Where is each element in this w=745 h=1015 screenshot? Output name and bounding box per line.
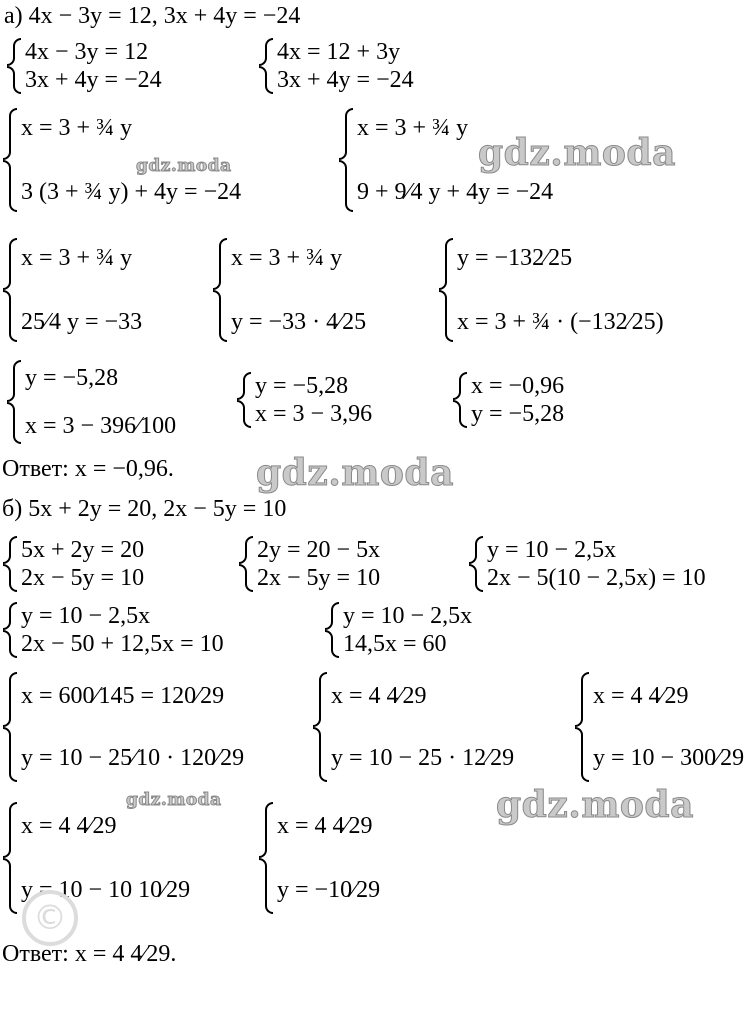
equation: 3x + 4y = −24 <box>277 67 414 93</box>
part-b-system-6 <box>2 672 244 782</box>
equation: x = 3 + ¾ y <box>231 245 343 271</box>
equation: 4x = 12 + 3y <box>277 39 401 65</box>
part-b-system-1 <box>2 536 144 592</box>
equation: x = 3 + ¾ · (−132⁄25) <box>457 309 664 335</box>
equation: x = 4 4⁄29 <box>593 683 689 709</box>
equation: 25⁄4 y = −33 <box>21 309 143 335</box>
equation: x = 4 4⁄29 <box>21 813 117 839</box>
equation: y = 10 − 2,5x <box>487 537 617 563</box>
equation: y = 10 − 300⁄29 <box>593 745 745 771</box>
part-a-system-1 <box>6 38 162 94</box>
part-b-system-4 <box>2 602 224 658</box>
watermark: gdz.moda <box>496 784 694 826</box>
equation: y = −5,28 <box>25 365 119 391</box>
part-a-system-6 <box>212 238 366 342</box>
equation: y = −10⁄29 <box>277 877 381 903</box>
watermark: gdz.moda <box>136 156 232 176</box>
equation: x = 3 − 396⁄100 <box>25 413 177 439</box>
equation: 4x − 3y = 12 <box>25 39 149 65</box>
part-a-system-2 <box>258 38 414 94</box>
equation: 2x − 5(10 − 2,5x) = 10 <box>487 565 706 591</box>
equation: 2x − 5y = 10 <box>21 565 145 591</box>
part-b-system-2 <box>238 536 380 592</box>
equation: 5x + 2y = 20 <box>21 537 145 563</box>
equation: y = −132⁄25 <box>457 245 573 271</box>
equation: y = 10 − 2,5x <box>343 603 473 629</box>
equation: y = −5,28 <box>471 401 565 427</box>
equation: y = 10 − 2,5x <box>21 603 151 629</box>
part-b-system-10 <box>258 802 380 914</box>
part-b-system-5 <box>324 602 472 658</box>
equation: 9 + 9⁄4 y + 4y = −24 <box>357 179 554 205</box>
part-b-answer: Ответ: x = 4 4⁄29. <box>2 941 177 967</box>
part-b-system-8 <box>574 672 744 782</box>
equation: x = 600⁄145 = 120⁄29 <box>21 683 225 709</box>
equation: x = 3 + ¾ y <box>357 115 469 141</box>
equation: y = 10 − 25⁄10 · 120⁄29 <box>21 745 245 771</box>
equation: 3x + 4y = −24 <box>25 67 162 93</box>
equation: x = 4 4⁄29 <box>331 683 427 709</box>
equation: x = 3 + ¾ y <box>21 115 133 141</box>
part-b-system-7 <box>312 672 514 782</box>
watermark: gdz.moda <box>126 790 222 810</box>
part-a-system-7 <box>438 238 664 342</box>
part-b-system-3 <box>468 536 706 592</box>
equation: y = 10 − 25 · 12⁄29 <box>331 745 515 771</box>
part-b-header: б) 5x + 2y = 20, 2x − 5y = 10 <box>2 496 287 522</box>
equation: x = 3 − 3,96 <box>255 401 373 427</box>
equation: 2y = 20 − 5x <box>257 537 381 563</box>
part-a-system-5 <box>2 238 142 342</box>
part-a-system-9 <box>236 372 372 428</box>
part-a-header: а) 4x − 3y = 12, 3x + 4y = −24 <box>4 3 301 29</box>
watermark: gdz.moda <box>478 132 676 174</box>
equation: 14,5x = 60 <box>343 631 447 657</box>
equation: 2x − 50 + 12,5x = 10 <box>21 631 224 657</box>
watermark: gdz.moda <box>256 452 454 494</box>
equation: y = 10 − 10 10⁄29 <box>21 877 191 903</box>
equation: x = 3 + ¾ y <box>21 245 133 271</box>
part-a-answer: Ответ: x = −0,96. <box>2 456 174 482</box>
equation: 2x − 5y = 10 <box>257 565 381 591</box>
part-a-system-10 <box>452 372 564 428</box>
equation: x = −0,96 <box>471 373 565 399</box>
equation: y = −5,28 <box>255 373 349 399</box>
equation: x = 4 4⁄29 <box>277 813 373 839</box>
part-a-system-8 <box>6 360 176 444</box>
equation: 3 (3 + ¾ y) + 4y = −24 <box>21 179 242 205</box>
copyright-icon: © <box>22 890 78 946</box>
equation: y = −33 · 4⁄25 <box>231 309 367 335</box>
